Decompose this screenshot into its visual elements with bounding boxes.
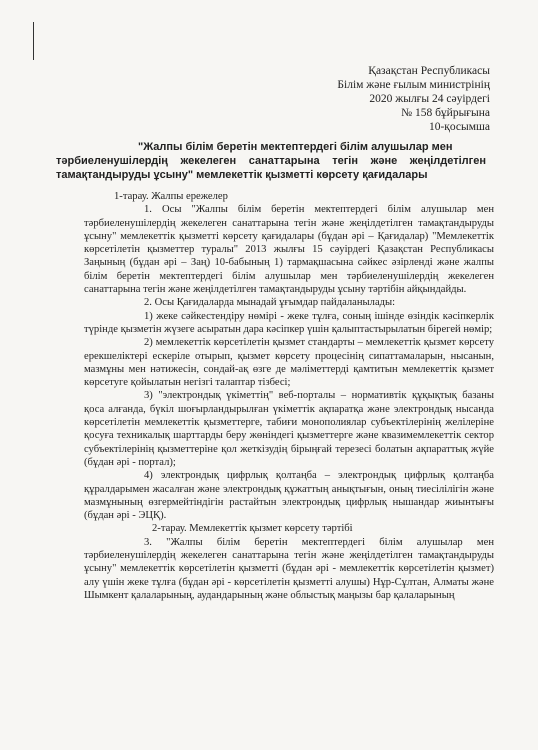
appendix-header xyxy=(230,64,490,134)
section-heading-1: 1-тарау. Жалпы ережелер xyxy=(114,191,228,202)
title-line-2: тәрбиеленушілердің жекелеген санаттарына тегін және жеңілдетілген xyxy=(56,155,486,167)
paragraph-3: 1) жеке сәйкестендіру нөмірі - жеке тұлға, соның ішінде өзіндік кәсіпкерлік түрінде қызметін жүзеге асыратын дара кәсіпкер үшін қалыптастырылатын бірегей нөмір; xyxy=(84,310,494,335)
paragraph-6: 4) электрондық цифрлық қолтаңба – электрондық цифрлық қолтаңба құралдарымен жасалған және электрондық құжаттың анықтығын, оның тиесілілігін және мазмұнының өзгермейтіндігін растайтын электрондық цифрлық нышандар жиынтығы (бұдан әрі - ЭЦҚ). xyxy=(84,470,494,522)
title-line-1: "Жалпы білім беретін мектептердегі білім алушылар мен xyxy=(138,141,453,153)
document-title xyxy=(56,140,486,182)
paragraph-5: 3) "электрондық үкіметтің" веб-порталы – нормативтік құқықтық базаны қоса алғанда, бүкіл шоғырландырылған үкіметтік ақпаратқа және электрондық нысанда көрсетілетін мемлекеттік қызметтерге, табиғи монополиялар субъектілерінің желілеріне қосуға техникалық шарттарды беру жөніндегі қызметтерге және квазимемлекеттік сектор субъектілерінің қызметтеріне қол жеткізудің бірыңғай терезесі болатын ақпараттық жүйе (бұдан әрі - портал); xyxy=(84,390,494,468)
paragraph-2: 2. Осы Қағидаларда мынадай ұғымдар пайдаланылады: xyxy=(144,297,396,309)
paragraph-7: 3. "Жалпы білім беретін мектептердегі білім алушылар мен тәрбиеленушілердің жекелеген санаттарына тегін және жеңілдетілген тамақтандыруды ұсыну" мемлекеттік көрсетілетін қызметті (бұдан әрі - мемлекеттік көрсетілетін қызмет) алу үшін жеке тұлға (бұдан әрі - көрсетілетін қызметті алушы) Нұр-Сұлтан, Алматы және Шымкент қалаларының, аудандарының және облыстық маңызы бар қалаларының xyxy=(84,536,494,601)
margin-pen-mark xyxy=(33,22,34,60)
header-line-4: № 158 бұйрығына xyxy=(401,107,490,119)
document-body xyxy=(84,190,494,602)
title-line-3: тамақтандыруды ұсыну" мемлекеттік қызметті көрсету қағидалары xyxy=(56,169,428,181)
header-line-3: 2020 жылғы 24 сәуірдегі xyxy=(369,93,490,105)
section-heading-2: 2-тарау. Мемлекеттік қызмет көрсету тәртібі xyxy=(152,523,353,535)
header-line-5: 10-қосымша xyxy=(428,121,490,133)
header-line-1: Қазақстан Республикасы xyxy=(368,65,490,77)
paragraph-4: 2) мемлекеттік көрсетілетін қызмет стандарты – мемлекеттік қызмет көрсету ерекшеліктері ескеріле отырып, қызмет көрсету процесінің сипаттамаларын, нысанын, мазмұны мен нәтижесін, сондай-ақ өзге де мәліметтерді қамтитын мемлекеттік қызмет көрсетуге қойылатын негізгі талаптар тізбесі; xyxy=(84,337,494,389)
paragraph-1: 1. Осы "Жалпы білім беретін мектептердегі білім алушылар мен тәрбиеленушілердің жекелеген санаттарына тегін және жеңілдетілген тамақтандыруды ұсыну" мемлекеттік қызметті көрсету қағидалары (бұдан әрі – Қағидалар) "Мемлекеттік көрсетілетін қызметтер туралы" 2013 жылғы 15 сәуірдегі Қазақстан Республикасы Заңының (бұдан әрі – Заң) 10-бабының 1) тармақшасына сәйкес әзірленді және жалпы білім беретін мектептердегі білім алушылар мен тәрбиеленушілердің жекелеген санаттарына тегін және жеңілдетілген тамақтандыруды ұсыну тәртібін айқындайды. xyxy=(84,204,494,296)
header-line-2: Білім және ғылым министрінің xyxy=(337,79,490,91)
